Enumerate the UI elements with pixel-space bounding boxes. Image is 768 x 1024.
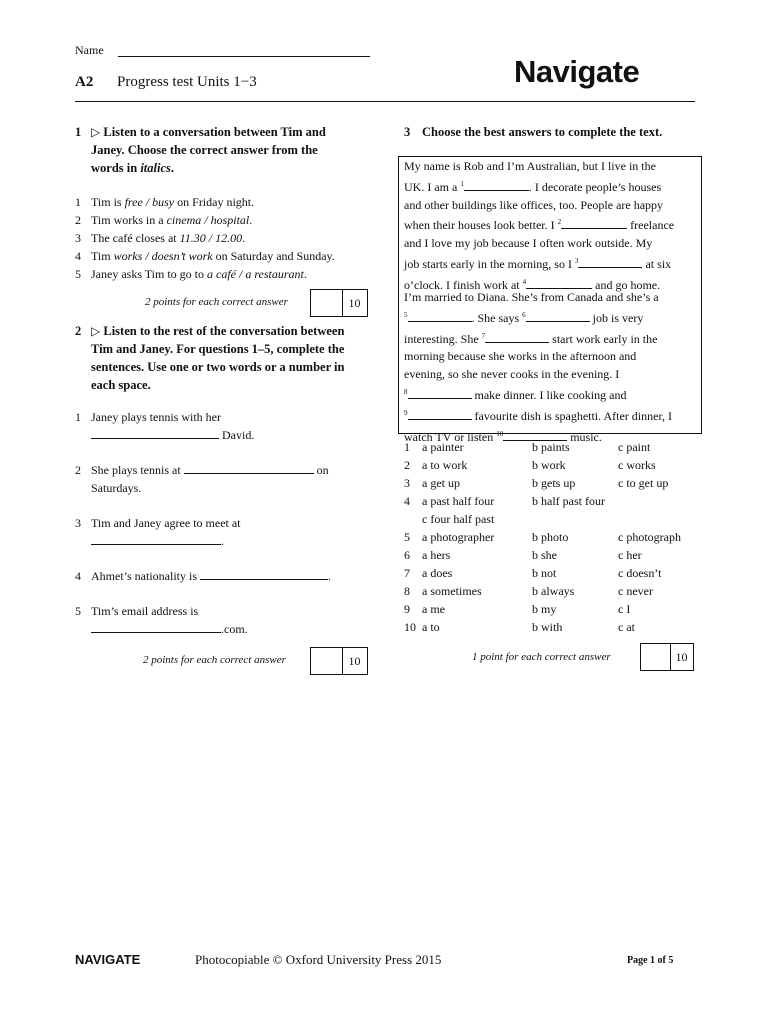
answer-blank[interactable] — [503, 429, 567, 441]
answer-blank[interactable] — [578, 256, 642, 268]
option-a[interactable]: a painter — [422, 440, 464, 454]
list-item: 8 — [404, 584, 410, 598]
name-label: Name — [75, 43, 104, 57]
points-note: 2 points for each correct answer — [145, 296, 288, 308]
option-c[interactable]: c paint — [618, 440, 651, 454]
list-item: 5 Janey asks Tim to go to a café / a restaurant. — [75, 267, 307, 281]
section-number: 1 — [75, 125, 82, 139]
answer-blank[interactable] — [485, 331, 549, 343]
section-1-heading: 1 ▷ Listen to a conversation between Tim and Janey. Choose the correct answer from the words in italics. — [75, 125, 326, 175]
option-a[interactable]: a hers — [422, 548, 451, 562]
question-item: 4 Ahmet’s nationality is . — [75, 569, 331, 583]
option-a[interactable]: a to — [422, 620, 440, 634]
section-number: 2 — [75, 324, 82, 338]
option-c[interactable]: c photograph — [618, 530, 681, 544]
test-title: Progress test Units 1−3 — [117, 74, 257, 90]
option-c[interactable]: c I — [618, 602, 631, 616]
answer-blank[interactable] — [464, 179, 529, 191]
option-b[interactable]: b always — [532, 584, 575, 598]
question-item: 1 Janey plays tennis with her David. — [75, 410, 255, 442]
list-item: 4 — [404, 494, 410, 508]
score-box[interactable]: 10 — [310, 289, 368, 317]
score-box[interactable]: 10 — [640, 643, 694, 671]
option-a[interactable]: a sometimes — [422, 584, 482, 598]
passage-paragraph-1: My name is Rob and I’m Australian, but I live in the UK. I am a $^1$ . I decorate people’s houses and other buildings like offices, too. People are happy when their houses look better. I $^2$ freelance and I love my job because I often work outside. My job starts early in the morning, so I $^3$ at six o’clock. I finish work at $^4$ and go home. — [404, 159, 675, 292]
brand-logo: Navigate — [514, 54, 640, 89]
question-item: 2 She plays tennis at on Saturdays. — [75, 463, 329, 495]
list-item: 10 — [404, 620, 416, 634]
answer-blank[interactable] — [408, 387, 472, 399]
points-note: 1 point for each correct answer — [472, 651, 611, 663]
answer-blank[interactable] — [184, 462, 314, 474]
list-item: 6 — [404, 548, 410, 562]
section-number: 3 — [404, 125, 411, 139]
page-number: Page 1 of 5 — [627, 955, 674, 966]
points-note: 2 points for each correct answer — [143, 654, 286, 666]
question-item: 5 Tim’s email address is .com. — [75, 604, 248, 636]
list-item: 7 — [404, 566, 410, 580]
option-b[interactable]: b work — [532, 458, 566, 472]
list-item: 5 — [404, 530, 410, 544]
option-a[interactable]: a does — [422, 566, 453, 580]
option-a[interactable]: a me — [422, 602, 445, 616]
option-c[interactable]: c her — [618, 548, 642, 562]
option-b[interactable]: b she — [532, 548, 557, 562]
answer-blank[interactable] — [408, 408, 472, 420]
list-item: 4 Tim works / doesn’t work on Saturday and Sunday. — [75, 249, 335, 263]
option-a[interactable]: a past half four — [422, 494, 495, 508]
option-c[interactable]: c four half past — [422, 512, 495, 526]
option-c[interactable]: c doesn’t — [618, 566, 662, 580]
section-1-items — [75, 193, 335, 283]
answer-blank[interactable] — [91, 427, 219, 439]
footer-copyright: Photocopiable © Oxford University Press 2015 — [195, 952, 442, 967]
list-item: 1 — [404, 440, 410, 454]
footer-brand: NAVIGATE — [75, 952, 141, 967]
answer-blank[interactable] — [526, 277, 592, 289]
option-a[interactable]: a photographer — [422, 530, 495, 544]
answer-blank[interactable] — [200, 568, 328, 580]
list-item: 2 Tim works in a cinema / hospital. — [75, 213, 253, 227]
option-c[interactable]: c to get up — [618, 476, 669, 490]
name-field[interactable] — [118, 56, 370, 57]
play-icon: ▷ — [91, 324, 101, 338]
answer-blank[interactable] — [408, 310, 472, 322]
answer-blank[interactable] — [91, 533, 221, 545]
answer-blank[interactable] — [526, 310, 590, 322]
passage-paragraph-2: I’m married to Diana. She’s from Canada and she’s a $^5$ . She says $^6$ job is very interesting. She $^7$ start work early in the morning because she works in the afternoon and evening, so she never cooks in the evening. I $^8$ make dinner. I like cooking and $^9$ favourite dish is spaghetti. After dinner, I watch TV or listen $^{10}$ music. — [404, 290, 672, 444]
score-box[interactable]: 10 — [310, 647, 368, 675]
level-label: A2 — [75, 74, 94, 90]
answer-blank[interactable] — [91, 621, 221, 633]
option-c[interactable]: c never — [618, 584, 653, 598]
section-3-heading: 3 Choose the best answers to complete the text. — [404, 125, 663, 139]
list-item: 9 — [404, 602, 410, 616]
list-item: 2 — [404, 458, 410, 472]
option-b[interactable]: b paints — [532, 440, 570, 454]
option-a[interactable]: a get up — [422, 476, 460, 490]
option-c[interactable]: c works — [618, 458, 656, 472]
option-b[interactable]: b half past four — [532, 494, 605, 508]
list-item: 1 Tim is free / busy on Friday night. — [75, 195, 255, 209]
answer-blank[interactable] — [561, 217, 627, 229]
section-2-heading: 2 ▷ Listen to the rest of the conversation between Tim and Janey. For questions 1–5, complete the sentences. Use one or two words or a number in each space. — [75, 324, 345, 392]
header-rule — [75, 101, 695, 102]
list-item: 3 — [404, 476, 410, 490]
option-c[interactable]: c at — [618, 620, 635, 634]
option-b[interactable]: b gets up — [532, 476, 576, 490]
option-b[interactable]: b my — [532, 602, 557, 616]
question-item: 3 Tim and Janey agree to meet at . — [75, 516, 241, 548]
play-icon: ▷ — [91, 125, 101, 139]
option-b[interactable]: b with — [532, 620, 563, 634]
option-b[interactable]: b photo — [532, 530, 569, 544]
list-item: 3 The café closes at 11.30 / 12.00. — [75, 231, 246, 245]
option-a[interactable]: a to work — [422, 458, 468, 472]
option-b[interactable]: b not — [532, 566, 557, 580]
